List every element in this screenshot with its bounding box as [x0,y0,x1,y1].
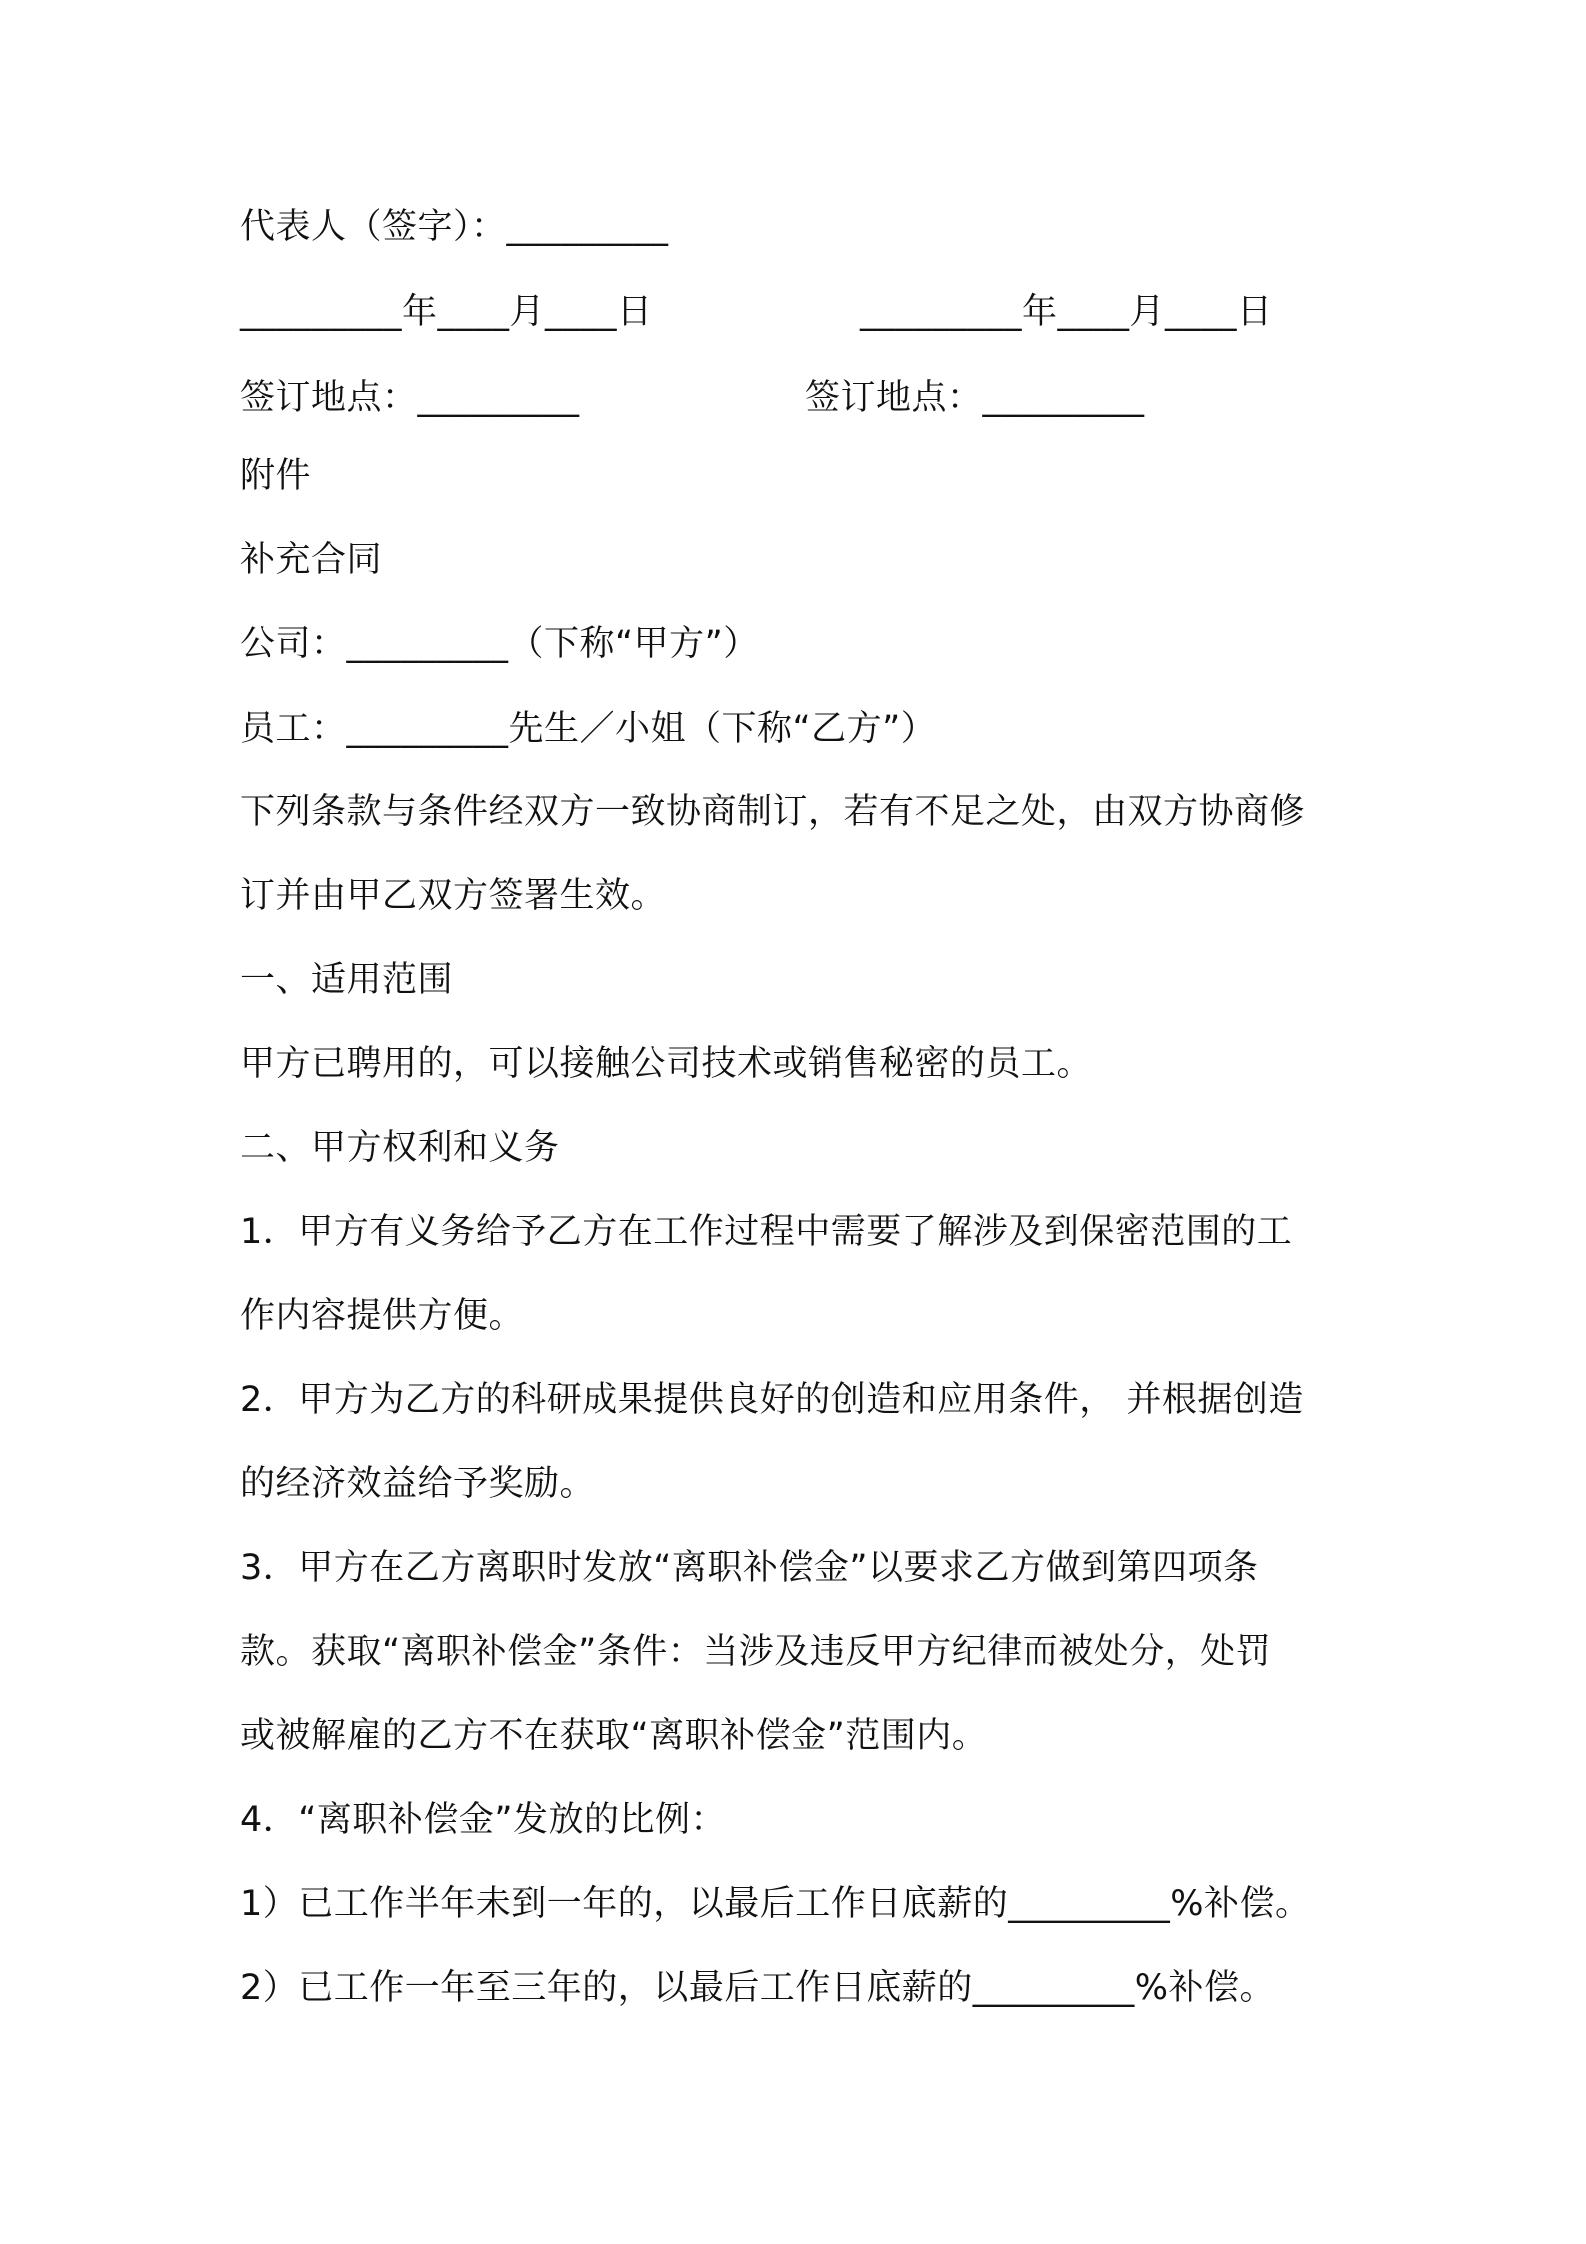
item3-line-1: 3．甲方在乙方离职时发放“离职补偿金”以要求乙方做到第四项条 [240,1548,1259,1588]
item3-line-2: 款。获取“离职补偿金”条件：当涉及违反甲方纪律而被处分，处罚 [240,1632,1272,1672]
date-row [240,290,1340,334]
supplement-title: 补充合同 [240,540,383,580]
signing-place-left: 签订地点：_________ [240,378,580,418]
signing-place-row [240,376,1340,420]
company-line: 公司：_________（下称“甲方”） [240,624,759,664]
signing-place-right: 签订地点：_________ [805,378,1145,418]
ratio2-line: 2）已工作一年至三年的，以最后工作日底薪的_________%补偿。 [240,1968,1276,2008]
section1-heading: 一、适用范围 [240,960,454,1000]
item1-line-1: 1．甲方有义务给予乙方在工作过程中需要了解涉及到保密范围的工 [240,1212,1293,1252]
representative-signature-line: 代表人（签字）：_________ [240,207,669,247]
date-right: _________年____月____日 [860,292,1273,332]
item3-line-3: 或被解雇的乙方不在获取“离职补偿金”范围内。 [240,1716,988,1756]
item2-line-1: 2．甲方为乙方的科研成果提供良好的创造和应用条件， 并根据创造 [240,1380,1304,1420]
item4-line: 4．“离职补偿金”发放的比例： [240,1800,727,1840]
item1-line-2: 作内容提供方便。 [240,1296,525,1336]
intro-line-2: 订并由甲乙双方签署生效。 [240,876,667,916]
ratio1-line: 1）已工作半年未到一年的，以最后工作日底薪的_________%补偿。 [240,1884,1311,1924]
date-left: _________年____月____日 [240,292,653,332]
intro-line-1: 下列条款与条件经双方一致协商制订，若有不足之处，由双方协商修 [240,792,1306,832]
section1-body: 甲方已聘用的，可以接触公司技术或销售秘密的员工。 [240,1044,1093,1084]
employee-line: 员工：_________先生／小姐（下称“乙方”） [240,709,937,749]
section2-heading: 二、甲方权利和义务 [240,1128,560,1168]
attachment-label: 附件 [240,456,312,496]
item2-line-2: 的经济效益给予奖励。 [240,1464,596,1504]
